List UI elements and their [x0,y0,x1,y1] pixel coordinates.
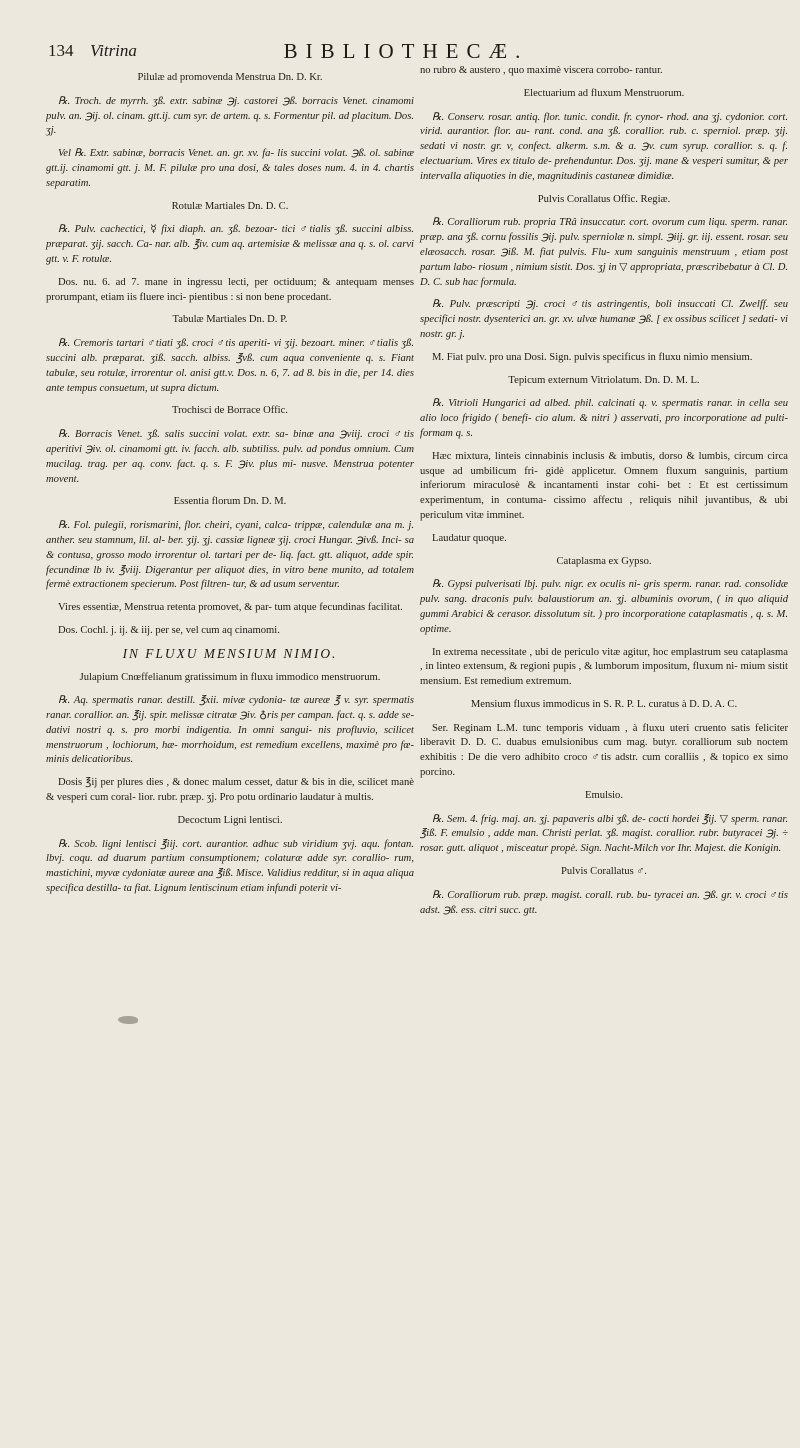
text-paragraph: Dosis ℥ij per plures dies , & donec malum cesset, datur & bis in die, scilicet manè & vesperi cum coral- lior. rubr. præp. ʒj. Pro potu ordinario laudatur à multis. [46,777,414,804]
book-title: Vitrina [90,41,137,60]
text-paragraph: Ser. Reginam L.M. tunc temporis viduam , à fluxu uteri cruento satis feliciter liberavit D. D. C. duabus emulsionibus cum mag. butyr. coralliorum sub noctem exhibitis : De die vero adhibito croco ♂tis adstr. cum coralliis , & topico ex simo porcino. [420,722,788,779]
text-paragraph: M. Fiat pulv. pro una Dosi. Sign. pulvis specificus in fluxu nimio mensium. [432,351,753,363]
recipe-paragraph: ℞. Cremoris tartari ♂tiati ʒß. croci ♂tis aperiti- vi ʒij. bezoart. miner. ♂tialis ʒß. succini alb. præparat. ʒiß. sacch. albiss. ℥vß. cum aqua conveniente q. s. Fiant tabulæ, seu rotulæ, irrorentur ol. anisi gtt.v. Dos. n. 6, 7. ad 8. bis in die, per 14. dies ante tempus consuetum, ut supra dictum. [46,338,414,394]
chapter-heading: IN FLUXU MENSIUM NIMIO. [122,645,338,661]
recipe-paragraph: ℞. Gypsi pulverisati lbj. pulv. nigr. ex oculis ni- gris sperm. ranar. rad. consolidæ pulv. sang. draconis pulv. balaustiorum an. ʒj. albuminis ovorum, ( in quo aliquid gummi Arabici & cerasor. dissolutum sit. ) pro incorporatione cataplasmatis , q. s. M. optime. [420,579,788,635]
continued-paragraph: no rubro & austero , quo maximè viscera corrobo- rantur. [420,65,663,76]
section-title: BIBLIOTHECÆ. [283,39,529,63]
recipe-paragraph: ℞. Coralliorum rub. præp. magist. corall. rub. bu- tyracei an. ℈ß. gr. v. croci ♂tis adst. ℈ß. ess. citri succ. gtt. [420,889,788,916]
section-heading: Emulsio. [585,789,623,801]
left-column [46,68,414,905]
recipe-paragraph: Vel ℞. Extr. sabinæ, borracis Venet. an. gr. xv. fa- lis succini volat. ℈ß. ol. sabinæ gtt.ij. cinamomi gtt. j. M. F. pilulæ pro una dosi, & tales doses num. 4. in 4. chartis separatim. [46,148,414,189]
section-heading: Julapium Cnœffelianum gratissimum in fluxu immodico menstruorum. [79,671,381,683]
section-heading: Mensium fluxus immodicus in S. R. P. L. curatus à D. D. A. C. [470,698,738,710]
section-heading: Essentia florum Dn. D. M. [173,496,287,508]
recipe-paragraph: ℞. Sem. 4. frig. maj. an. ʒj. papaveris albi ʒß. de- cocti hordei ℥ij. ▽ sperm. ranar. ℥iß. F. emulsio , adde man. Christi perlat. ʒß. magist. corallior. rubr. butyracei ℈j. ÷ rosar. gutt. aliquot , misceatur propè. Sign. Nacht-Milch vor Ihr. Majest. die Konigin. [420,813,788,855]
recipe-paragraph: ℞. Conserv. rosar. antiq. flor. tunic. condit. fr. cynor- rhod. ana ʒj. cydonior. cort. virid. aurantior. flor. au- rant. cond. ana ʒß. corallior. rub. c. sperniol. præp. ʒij. sedati vi nostr. gr. v, confect. alkerm. s.m. & a. ℈v. cum syrup. corallior. s. q. f. electuarium. Vires ex titulo de- prehenduntur. Dos. ʒij. mane & vesperi sumitur, & per intervalla aliquoties in die, magnitudinis castaneæ dimidiæ. [420,111,788,182]
recipe-paragraph: ℞. Vitrioli Hungarici ad albed. phil. calcinati q. v. spermatis ranar. in cella seu alio loco frigido ( benefi- cio alum. & nitri ) asservati, pro incorporatione ad pulti- formam q. s. [420,398,788,439]
recipe-paragraph: ℞. Scob. ligni lentisci ℥iij. cort. aurantior. adhuc sub viridium ʒvj. aqu. fontan. lbvj. coqu. ad duarum partium consumptionem; colaturæ adde syr. corallio- rum, mastichini, myvæ cydoniatæ aureæ ana ℥iß. Misce. Validius redditur, si in aqua aliqua specifica destilla- ta fiat. Lignum lentiscinum etiam infundi poterit vi- [46,838,414,895]
recipe-paragraph: ℞. Borracis Venet. ʒß. salis succini volat. extr. sa- binæ ana ℈viij. croci ♂tis aperitivi ℈iv. ol. cinamomi gtt. iv. facch. alb. subtiliss. pulv. ad pondus omnium. Cum mucilag. trag. per aq. conv. fact. q. s. F. ℈iv. plus mi- nusve. Menstrua potenter movent. [46,429,414,485]
text-paragraph: In extrema necessitate , ubi de periculo vitæ agitur, hoc emplastrum seu cataplasma , in linteo extensum, & regioni pupis , & lumborum impositum, fluxum ni- mium sistit mensium. Est remedium extremum. [420,646,788,688]
recipe-paragraph: ℞. Pulv. cachectici, ☿ fixi diaph. an. ʒß. bezoar- tici ♂tialis ʒß. succini albiss. præparat. ʒij. sacch. Ca- nar. alb. ℥iv. cum aq. artemisiæ & melissæ ana q. s. ol. carvi gtt. v. F. rotulæ. [46,224,414,265]
text-paragraph: Vires essentiæ, Menstrua retenta promovet, & par- tum atque fecundinas facilitat. [58,602,403,614]
recipe-paragraph: ℞. Aq. spermatis ranar. destill. ℥xii. mivæ cydonia- tæ aureæ ℥ v. syr. spermatis ranar. corallior. an. ℥ij. spir. melissæ citratæ ℈iv. ♁ris per campan. fact. q. s. adde se- dativi nostri q. s. pro morbi indigentia. In omni sangui- nis profluvio, scilicet menstruorum , lochiorum, hæ- morrhoidum, est remedium excellens, maximè pro fœ- minis delicatioribus. [46,695,414,766]
section-heading: Electuarium ad fluxum Menstruorum. [523,87,685,99]
text-paragraph: Hæc mixtura, linteis cinnabinis inclusis & imbutis, dorso & lumbis, circum circa usque ad umbilicum fri- gidè applicetur. Omnem fluxum sanguinis, partium inferiorum miraculosè & incantamenti instar cohi- bet : Et est certissimum experimentum, in contuma- cissimo affectu , reliquis nihil juvantibus, & ubi periculum vitæ imminet. [420,450,788,521]
section-heading: Pulvis Corallatus Offic. Regiæ. [537,193,671,205]
page-number: 134 [48,41,74,60]
section-heading: Pulvis Corallatus ♂. [561,866,647,878]
text-paragraph: Dos. nu. 6. ad 7. mane in ingressu lecti, per octiduum; & antequam menses prorumpant, etiam iis fluere inci- pientibus : si non bene procedant. [46,276,414,303]
recipe-paragraph: ℞. Troch. de myrrh. ʒß. extr. sabinæ ℈j. castorei ℈ß. borracis Venet. cinamomi pulv. an. ℈ij. ol. cinam. gtt.ij. cum syr. de artem. q. s. Formentur pil. ad placitum. Dos. ʒj. [46,95,414,137]
section-heading: Decoctum Ligni lentisci. [177,814,283,826]
section-heading: Rotulæ Martiales Dn. D. C. [171,200,289,212]
section-heading: Tabulæ Martiales Dn. D. P. [172,314,288,326]
section-heading: Tepicum externum Vitriolatum. Dn. D. M. L. [508,374,700,386]
section-heading: Trochisci de Borrace Offic. [172,405,288,417]
ink-blot [118,1016,138,1024]
recipe-paragraph: ℞. Coralliorum rub. propria TRâ insuccatur. cort. ovorum cum liqu. sperm. ranar. præp. ana ʒß. cornu fossilis ℈ij. pulv. sperniolæ n. simpl. ℈iij. gr. iij. essent. rosar. seu elæosacch. rosar. ℈iß. M. fiat pulvis. Flu- xum sanguinis menstruum , etiam post partum labo- riosum , nimium sistit. Dos. ʒj in ▽ appropriata, præscribebatur à Cl. D. D. C. sub hac formula. [420,217,788,288]
text-paragraph: Dos. Cochl. j. ij. & iij. per se, vel cum aq cinamomi. [58,624,280,636]
section-heading: Pilulæ ad promovenda Menstrua Dn. D. Kr. [137,72,323,83]
text-paragraph: Laudatur quoque. [432,532,507,544]
right-column [420,64,788,926]
section-heading: Cataplasma ex Gypso. [556,555,652,567]
recipe-paragraph: ℞. Fol. pulegii, rorismarini, flor. cheiri, cyani, calca- trippæ, calendulæ ana m. j. anther. seu stamnum, lil. al- ber. ʒij. ʒj. cassiæ ligneæ ʒij. croci Hungar. ℈ivß. Inci- sa & contusa, grosso modo irrorentur ol. tartari per de- liq. fact. gtt. aliquot, adde spir. fecundinæ lb iv. ℥viij. Digerantur per aliquot dies, in vitro bene munito, ad totalem fermè extractionem specierum. Post filtren- tur, & ad usum serventur. [46,520,414,591]
recipe-paragraph: ℞. Pulv. præscripti ℈j. croci ♂tis astringentis, boli insuccati Cl. Zwelff. seu specifici nostr. dysenterici an. gr. xv. ulvæ humanæ ℈ß. [ ex ossibus scilicet ] sedati- vi nostr. gr. j. [420,299,788,340]
running-head [48,36,764,66]
